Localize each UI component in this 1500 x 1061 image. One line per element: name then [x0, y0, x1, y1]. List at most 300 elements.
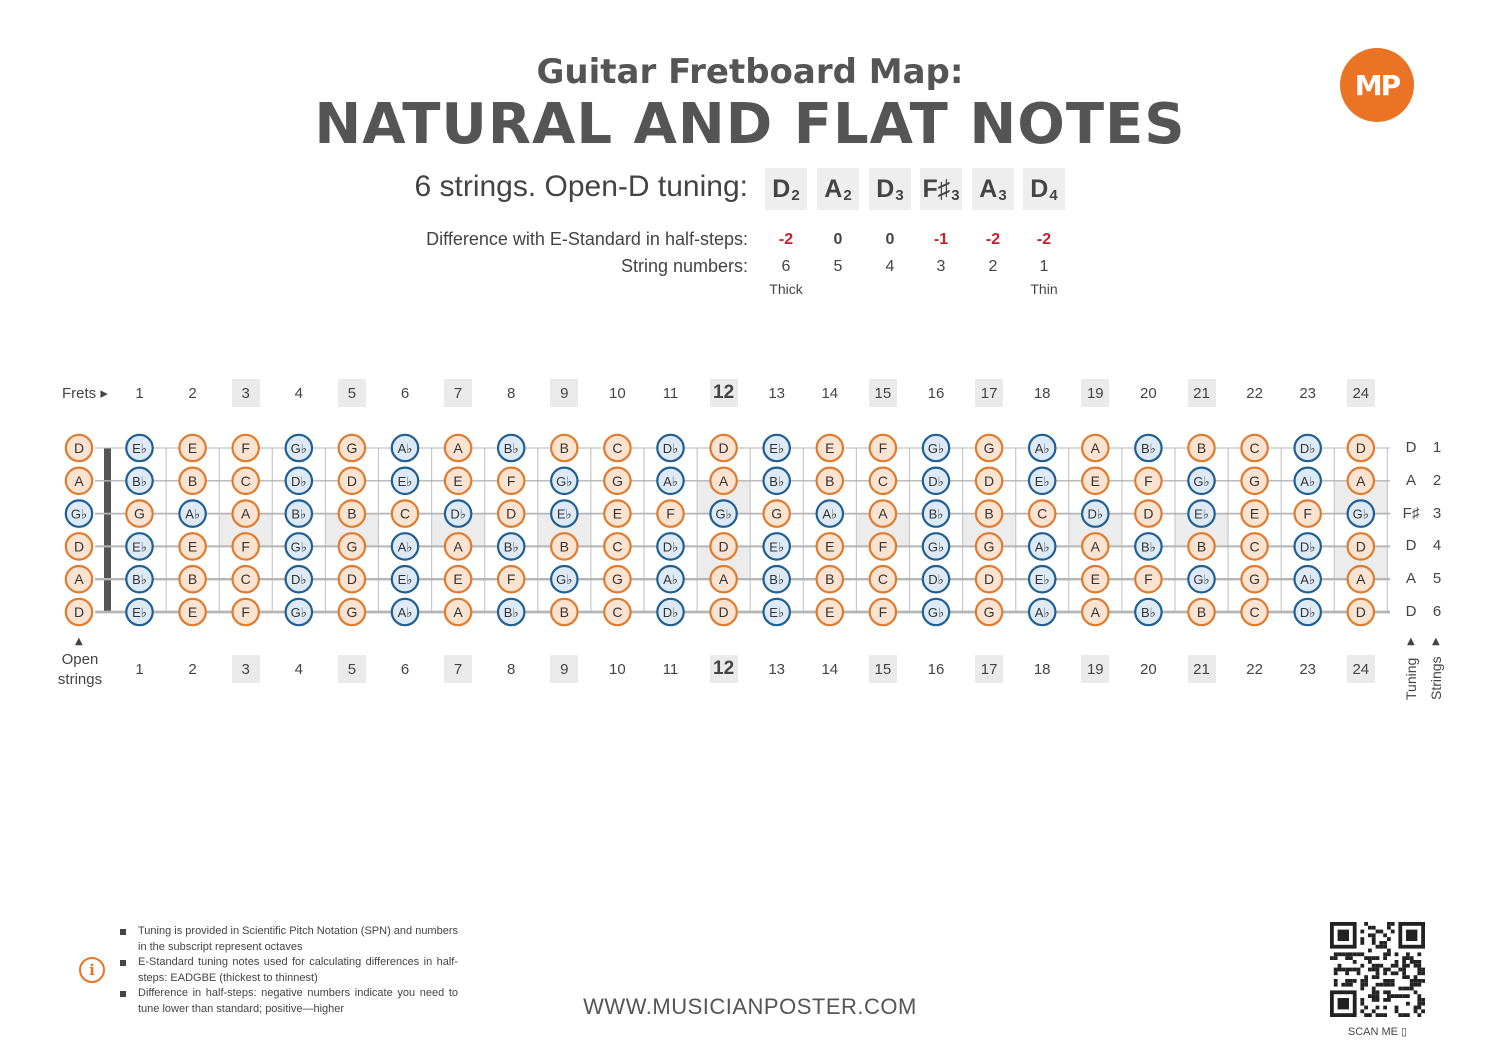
note-label: D	[1355, 604, 1366, 620]
string-tuning-label: D	[1405, 439, 1417, 456]
qr-module	[1406, 975, 1410, 979]
fret-number: 23	[1299, 384, 1317, 402]
string-tuning-label: A	[1405, 570, 1416, 588]
note-marker	[1135, 599, 1161, 625]
note-marker	[1188, 500, 1214, 526]
note-marker	[1295, 566, 1321, 592]
note-marker	[1135, 435, 1161, 461]
note-marker	[764, 468, 790, 494]
note-marker	[1029, 533, 1055, 559]
fret-number: 16	[927, 384, 945, 402]
qr-module	[1345, 956, 1349, 960]
fret-number: 11	[662, 384, 679, 402]
note-marker	[286, 566, 312, 592]
note-label: F	[506, 472, 516, 489]
note-marker	[710, 500, 736, 526]
note-label: F	[878, 538, 888, 555]
fret-number: 19	[1081, 379, 1109, 407]
note-marker	[551, 500, 577, 526]
note-marker	[817, 468, 843, 494]
string-number-label: 4	[1432, 537, 1442, 555]
note-label: G♭	[290, 605, 307, 620]
note-marker	[551, 599, 577, 625]
qr-module	[1410, 979, 1414, 983]
qr-module	[1372, 937, 1376, 941]
note-label: A♭	[1034, 441, 1050, 456]
note-label: A♭	[1034, 605, 1050, 620]
qr-module	[1338, 968, 1342, 972]
difference-label: Difference with E-Standard in half-steps:	[426, 229, 748, 249]
qr-module	[1372, 933, 1376, 937]
qr-module	[1338, 930, 1349, 941]
tuning-note-octave: 3	[895, 186, 904, 204]
qr-module	[1398, 987, 1402, 991]
note-marker	[604, 533, 630, 559]
note-marker	[66, 435, 92, 461]
qr-module	[1372, 941, 1376, 945]
note-marker	[498, 533, 524, 559]
qr-module	[1379, 964, 1383, 968]
subtitle: Guitar Fretboard Map:	[536, 52, 964, 92]
qr-module	[1349, 952, 1353, 956]
qr-module	[1372, 998, 1376, 1002]
note-marker	[1295, 599, 1321, 625]
note-label: E♭	[769, 605, 785, 620]
note-label: G	[346, 604, 358, 620]
note-label: D♭	[928, 572, 944, 588]
note-marker	[179, 599, 205, 625]
note-marker	[657, 566, 683, 592]
note-label: B	[559, 604, 569, 620]
qr-module	[1406, 1013, 1410, 1017]
fret-number: 11	[662, 660, 679, 678]
note-marker	[179, 468, 205, 494]
note-marker	[1348, 500, 1374, 526]
string-number-label: 3	[1432, 504, 1442, 522]
qr-module	[1421, 979, 1425, 983]
qr-module	[1417, 971, 1421, 975]
qr-module	[1383, 933, 1387, 937]
note-marker	[923, 500, 949, 526]
note-label: D	[984, 571, 995, 588]
note-label: F	[506, 571, 516, 588]
qr-module	[1417, 968, 1421, 972]
note-marker	[764, 435, 790, 461]
qr-module	[1406, 1002, 1410, 1006]
fret-number: 7	[444, 655, 472, 683]
note-marker	[1348, 533, 1374, 559]
note-label: D	[346, 571, 357, 588]
note-marker	[286, 599, 312, 625]
note-label: C	[399, 505, 411, 522]
qr-module	[1376, 1006, 1380, 1010]
qr-module	[1417, 1006, 1421, 1010]
string-number-label: 5	[1432, 570, 1442, 588]
note-label: C	[612, 440, 623, 456]
qr-module	[1372, 964, 1376, 968]
qr-module	[1387, 952, 1391, 956]
qr-module	[1360, 983, 1364, 987]
note-label: D	[718, 604, 729, 620]
fret-number: 6	[400, 384, 410, 402]
note-marker	[66, 566, 92, 592]
qr-module	[1376, 1013, 1380, 1017]
qr-module	[1391, 964, 1395, 968]
qr-module	[1383, 945, 1387, 949]
qr-module	[1334, 968, 1338, 972]
note-label: D	[984, 472, 995, 489]
qr-module	[1334, 956, 1338, 960]
fret-number: 3	[232, 379, 260, 407]
qr-module	[1360, 941, 1364, 945]
qr-module	[1414, 964, 1418, 968]
note-label: D	[1355, 538, 1366, 555]
qr-module	[1414, 979, 1418, 983]
note-marker	[764, 533, 790, 559]
note-label: C	[240, 571, 251, 588]
note-marker	[1348, 435, 1374, 461]
note-marker	[233, 500, 259, 526]
note-marker	[126, 468, 152, 494]
note-label: E	[612, 505, 623, 522]
fret-number: 15	[869, 655, 897, 683]
note-marker	[1135, 533, 1161, 559]
note-label: E♭	[397, 572, 413, 588]
note-label: E	[453, 472, 463, 489]
qr-code[interactable]	[1330, 922, 1425, 1017]
qr-module	[1376, 930, 1380, 934]
note-label: D♭	[1299, 539, 1316, 555]
note-label: G♭	[70, 506, 88, 522]
qr-module	[1341, 952, 1345, 956]
info-note: E-Standard tuning notes used for calculating differences in half-steps: EADGBE (thickest to thinnest)	[118, 955, 458, 986]
tuning-note-name: A	[824, 174, 843, 203]
note-marker	[923, 468, 949, 494]
note-marker	[1348, 599, 1374, 625]
note-label: D♭	[1299, 605, 1316, 620]
note-marker	[923, 435, 949, 461]
qr-module	[1376, 998, 1380, 1002]
fret-number: 21	[1188, 655, 1216, 683]
qr-module	[1353, 979, 1357, 983]
note-label: E	[825, 440, 835, 456]
note-label: G♭	[1352, 506, 1369, 522]
qr-module	[1410, 987, 1414, 991]
qr-module	[1414, 1006, 1418, 1010]
note-marker	[445, 468, 471, 494]
website-link[interactable]: WWW.MUSICIANPOSTER.COM	[583, 994, 917, 1019]
fret-number: 22	[1246, 660, 1263, 678]
note-marker	[233, 435, 259, 461]
qr-module	[1391, 979, 1395, 983]
qr-module	[1383, 956, 1387, 960]
qr-module	[1360, 964, 1364, 968]
note-label: D♭	[291, 473, 307, 489]
fret-number: 14	[821, 384, 839, 402]
qr-module	[1387, 983, 1391, 987]
qr-module	[1341, 968, 1345, 972]
fret-number: 7	[444, 379, 472, 407]
tuning-axis-label: Tuning	[1403, 657, 1419, 700]
note-label: A	[1356, 571, 1366, 588]
note-label: A♭	[397, 539, 413, 555]
qr-module	[1414, 983, 1418, 987]
note-label: B	[1196, 538, 1207, 555]
qr-module	[1406, 956, 1410, 960]
note-label: B	[187, 571, 198, 588]
fret-number: 18	[1033, 660, 1051, 678]
note-label: G♭	[290, 539, 307, 555]
note-label: B♭	[928, 506, 944, 522]
qr-module	[1376, 975, 1380, 979]
note-label: C	[1249, 440, 1260, 456]
difference-value: 0	[885, 231, 895, 248]
note-marker	[551, 566, 577, 592]
note-label: D♭	[1087, 506, 1104, 522]
note-label: G♭	[927, 605, 945, 620]
note-label: A♭	[1300, 473, 1316, 489]
note-label: B	[187, 472, 198, 489]
note-label: D	[1355, 440, 1366, 456]
note-label: G♭	[556, 473, 573, 489]
fret-number: 4	[294, 384, 303, 402]
qr-module	[1349, 983, 1353, 987]
note-label: A♭	[397, 441, 413, 456]
qr-module	[1417, 983, 1421, 987]
qr-module	[1417, 979, 1421, 983]
string-tuning-label: F♯	[1402, 504, 1420, 522]
qr-module	[1417, 964, 1421, 968]
note-label: G	[1249, 571, 1261, 588]
note-marker	[286, 435, 312, 461]
note-label: D	[346, 472, 357, 489]
note-marker	[1241, 468, 1267, 494]
note-marker	[1082, 599, 1108, 625]
note-marker	[551, 533, 577, 559]
note-label: A♭	[185, 506, 201, 522]
note-label: B♭	[503, 605, 519, 620]
note-marker	[233, 468, 259, 494]
qr-module	[1395, 971, 1399, 975]
tuning-arrow-icon: ▲	[1407, 636, 1415, 647]
qr-module	[1334, 979, 1338, 983]
qr-module	[1360, 952, 1364, 956]
string-number: 2	[988, 258, 998, 275]
note-label: A	[453, 440, 463, 456]
tuning-note-octave: 2	[843, 186, 852, 204]
note-label: F	[1144, 571, 1153, 588]
qr-module	[1345, 952, 1349, 956]
qr-module	[1387, 994, 1391, 998]
tuning-note-octave: 2	[791, 186, 800, 204]
note-marker	[1029, 599, 1055, 625]
note-marker	[604, 435, 630, 461]
note-marker	[1135, 500, 1161, 526]
note-label: B♭	[1140, 539, 1156, 555]
qr-module	[1383, 990, 1387, 994]
qr-module	[1395, 960, 1399, 964]
note-marker	[392, 533, 418, 559]
note-marker	[1241, 533, 1267, 559]
note-marker	[339, 435, 365, 461]
qr-module	[1360, 937, 1364, 941]
note-marker	[339, 599, 365, 625]
qr-module	[1376, 990, 1380, 994]
note-label: G♭	[715, 506, 732, 522]
fret-number: 17	[975, 379, 1003, 407]
note-marker	[764, 599, 790, 625]
note-label: B♭	[769, 572, 785, 588]
note-label: A	[1356, 472, 1366, 489]
note-marker	[817, 435, 843, 461]
note-marker	[710, 468, 736, 494]
note-label: D♭	[450, 506, 466, 522]
note-marker	[976, 435, 1002, 461]
qr-module	[1372, 956, 1376, 960]
note-label: E	[187, 440, 198, 456]
info-icon: i	[79, 957, 105, 983]
qr-module	[1383, 1013, 1387, 1017]
qr-module	[1372, 994, 1376, 998]
note-label: E♭	[1034, 572, 1050, 588]
qr-module	[1398, 1013, 1402, 1017]
qr-module	[1345, 983, 1349, 987]
note-label: B	[559, 538, 569, 555]
note-marker	[498, 566, 524, 592]
note-marker	[66, 468, 92, 494]
note-label: A	[718, 472, 729, 489]
note-marker	[66, 500, 92, 526]
fret-number: 10	[609, 660, 626, 678]
note-label: D	[718, 538, 729, 555]
qr-module	[1379, 1013, 1383, 1017]
note-label: B♭	[769, 473, 785, 489]
note-label: A♭	[663, 572, 678, 588]
qr-module	[1360, 1002, 1364, 1006]
note-label: A	[1090, 604, 1100, 620]
note-label: F	[241, 440, 250, 456]
qr-module	[1368, 926, 1372, 930]
note-label: B♭	[1140, 441, 1156, 456]
note-label: E	[453, 571, 463, 588]
note-marker	[604, 566, 630, 592]
qr-module	[1376, 994, 1380, 998]
qr-module	[1402, 968, 1406, 972]
fret-number: 19	[1081, 655, 1109, 683]
fret-number: 15	[869, 379, 897, 407]
note-marker	[870, 566, 896, 592]
note-marker	[66, 533, 92, 559]
note-marker	[657, 435, 683, 461]
note-marker	[179, 435, 205, 461]
thin-label: Thin	[1030, 281, 1058, 297]
note-label: A	[74, 571, 84, 588]
note-label: D♭	[662, 539, 679, 555]
note-marker	[126, 599, 152, 625]
qr-module	[1402, 994, 1406, 998]
qr-module	[1395, 952, 1399, 956]
note-label: A	[1090, 538, 1100, 555]
note-marker	[392, 435, 418, 461]
qr-module	[1353, 968, 1357, 972]
qr-module	[1395, 1006, 1399, 1010]
note-label: A	[878, 505, 888, 522]
qr-module	[1391, 983, 1395, 987]
note-label: C	[612, 538, 623, 555]
qr-module	[1368, 968, 1372, 972]
qr-module	[1368, 994, 1372, 998]
note-marker	[445, 566, 471, 592]
fret-number: 8	[507, 384, 516, 402]
note-marker	[392, 599, 418, 625]
qr-module	[1368, 933, 1372, 937]
qr-module	[1402, 960, 1406, 964]
qr-module	[1383, 979, 1387, 983]
tuning-note-name: F♯	[922, 174, 951, 203]
note-label: D♭	[662, 441, 679, 456]
qr-module	[1338, 952, 1342, 956]
note-label: B♭	[1140, 605, 1156, 620]
fret-number: 23	[1299, 660, 1317, 678]
qr-module	[1406, 930, 1417, 941]
fret-number: 12	[710, 379, 738, 407]
fret-number: 13	[768, 660, 786, 678]
tuning-note-name: A	[979, 174, 998, 203]
note-label: G	[611, 571, 623, 588]
nut	[104, 448, 111, 612]
qr-module	[1406, 964, 1410, 968]
fret-number: 18	[1033, 384, 1051, 402]
note-label: G	[1249, 472, 1261, 489]
qr-module	[1417, 994, 1421, 998]
note-label: E	[1090, 571, 1100, 588]
qr-module	[1379, 930, 1383, 934]
note-label: E♭	[132, 441, 147, 456]
note-marker	[1295, 468, 1321, 494]
note-label: G	[611, 472, 623, 489]
note-label: C	[877, 571, 888, 588]
note-label: D♭	[291, 572, 307, 588]
qr-module	[1334, 952, 1338, 956]
fret-number: 20	[1140, 384, 1157, 402]
note-label: B♭	[291, 506, 307, 522]
fret-number: 17	[975, 655, 1003, 683]
qr-module	[1402, 971, 1406, 975]
note-label: G	[134, 505, 145, 522]
note-marker	[551, 468, 577, 494]
note-label: G	[983, 538, 995, 555]
note-label: G♭	[1193, 473, 1210, 489]
note-label: A♭	[822, 506, 838, 522]
qr-module	[1376, 945, 1380, 949]
note-marker	[1029, 500, 1055, 526]
qr-module	[1345, 971, 1349, 975]
info-note: Tuning is provided in Scientific Pitch Notation (SPN) and numbers in the subscript represent octaves	[118, 924, 458, 955]
qr-module	[1376, 968, 1380, 972]
note-label: E♭	[132, 539, 147, 555]
qr-module	[1379, 945, 1383, 949]
difference-value: -1	[933, 231, 949, 248]
qr-module	[1364, 956, 1368, 960]
note-label: A	[718, 571, 729, 588]
note-label: D	[718, 440, 729, 456]
note-marker	[604, 599, 630, 625]
note-label: E	[1090, 472, 1100, 489]
difference-value: 0	[833, 231, 843, 248]
note-label: C	[240, 472, 251, 489]
qr-module	[1364, 922, 1368, 926]
fret-number: 24	[1347, 379, 1375, 407]
